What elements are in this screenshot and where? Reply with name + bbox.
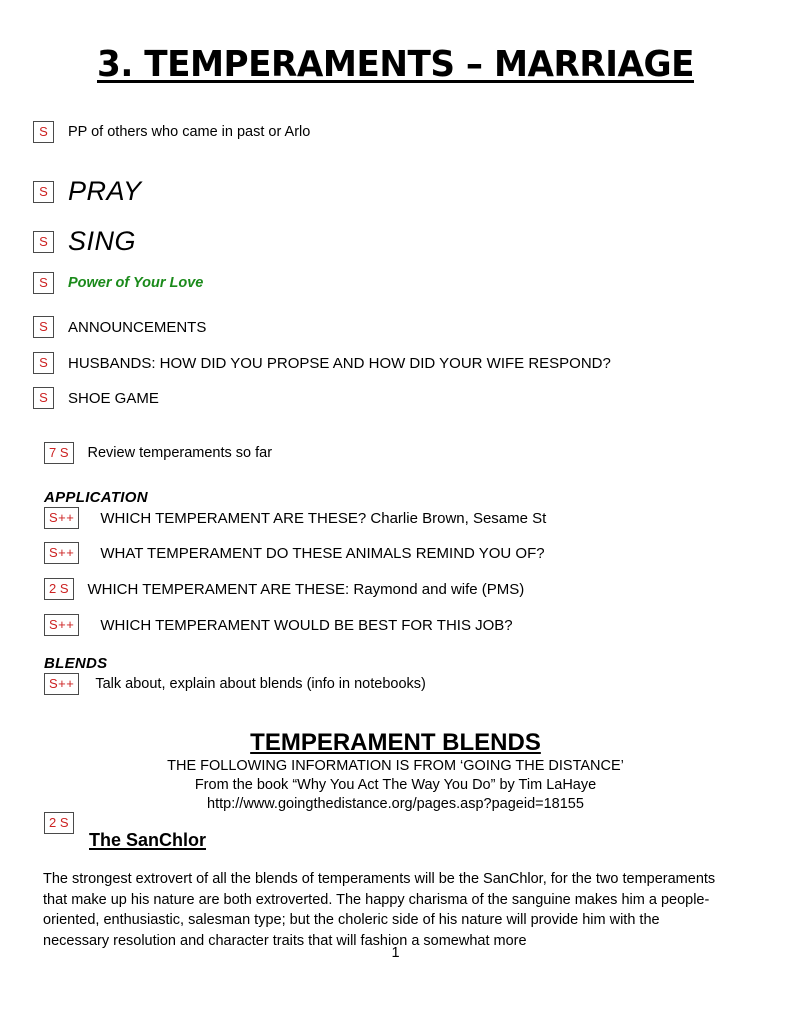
blends-row — [44, 673, 426, 695]
slide-marker-icon: 7 S — [44, 442, 74, 464]
slide-marker-icon: S — [33, 316, 54, 338]
blends-source-line: THE FOLLOWING INFORMATION IS FROM ‘GOING THE DISTANCE’ — [167, 758, 624, 774]
agenda-item-label: Review temperaments so far — [87, 445, 273, 461]
blends-item-label: Talk about, explain about blends (info in notebooks) — [95, 676, 426, 692]
agenda-row — [33, 176, 142, 207]
application-item-label: WHICH TEMPERAMENT ARE THESE: Raymond and wife (PMS) — [87, 580, 525, 598]
slide-marker-icon: S++ — [44, 507, 79, 529]
section-heading-blends: BLENDS — [44, 655, 108, 672]
slide-marker-icon: S — [33, 121, 54, 143]
slide-marker-icon: S — [33, 181, 54, 203]
application-row — [44, 614, 513, 636]
section-heading-application: APPLICATION — [44, 489, 148, 506]
song-title: Power of Your Love — [68, 275, 204, 291]
slide-marker-icon: S++ — [44, 542, 79, 564]
sanchlor-paragraph: The strongest extrovert of all the blends of temperaments will be the SanChlor, for the two temperaments that make up his nature are both extroverted. The happy charisma of the sanguine makes him a people-oriented, enthusiastic, salesman type; but the choleric side of his nature will provide him with the necessary resolution and character traits that will fashion a somewhat more — [43, 871, 716, 949]
agenda-row — [33, 226, 136, 257]
application-row — [44, 578, 524, 600]
blends-block-title: TEMPERAMENT BLENDS — [250, 729, 541, 756]
application-item-label: WHICH TEMPERAMENT WOULD BE BEST FOR THIS JOB? — [100, 616, 513, 634]
agenda-row — [33, 352, 611, 374]
agenda-item-label: ANNOUNCEMENTS — [68, 318, 207, 336]
application-item-label: WHICH TEMPERAMENT ARE THESE? Charlie Brown, Sesame St — [100, 509, 547, 527]
agenda-item-label: SING — [68, 226, 137, 256]
page-title: 3. TEMPERAMENTS – MARRIAGE — [96, 44, 694, 85]
agenda-item-label: HUSBANDS: HOW DID YOU PROPSE AND HOW DID YOUR WIFE RESPOND? — [68, 354, 611, 372]
agenda-row — [33, 316, 206, 338]
slide-marker-icon: S++ — [44, 673, 79, 695]
slide-marker-icon: S — [33, 387, 54, 409]
slide-marker-icon: 2 S — [44, 578, 74, 600]
agenda-item-label: PP of others who came in past or Arlo — [68, 124, 311, 140]
agenda-row — [33, 121, 310, 143]
application-row — [44, 542, 545, 564]
agenda-item-label: SHOE GAME — [68, 389, 159, 407]
slide-marker-icon: S — [33, 352, 54, 374]
application-item-label: WHAT TEMPERAMENT DO THESE ANIMALS REMIND YOU OF? — [100, 544, 545, 562]
slide-marker-icon: S — [33, 272, 54, 294]
application-row — [44, 507, 546, 529]
blends-source-line: From the book “Why You Act The Way You Do” by Tim LaHaye — [194, 777, 597, 793]
slide-marker-icon: S — [33, 231, 54, 253]
slide-marker-icon: S++ — [44, 614, 79, 636]
sanchlor-heading: The SanChlor — [89, 830, 207, 850]
agenda-row — [44, 442, 272, 464]
slide-marker-icon: 2 S — [44, 812, 74, 834]
page-number: 1 — [391, 945, 400, 961]
agenda-item-label: PRAY — [68, 176, 142, 206]
sanchlor-marker-row — [44, 812, 74, 834]
agenda-row — [33, 387, 159, 409]
blends-source-url[interactable]: http://www.goingthedistance.org/pages.asp?pageid=18155 — [207, 796, 584, 812]
agenda-row — [33, 272, 203, 294]
